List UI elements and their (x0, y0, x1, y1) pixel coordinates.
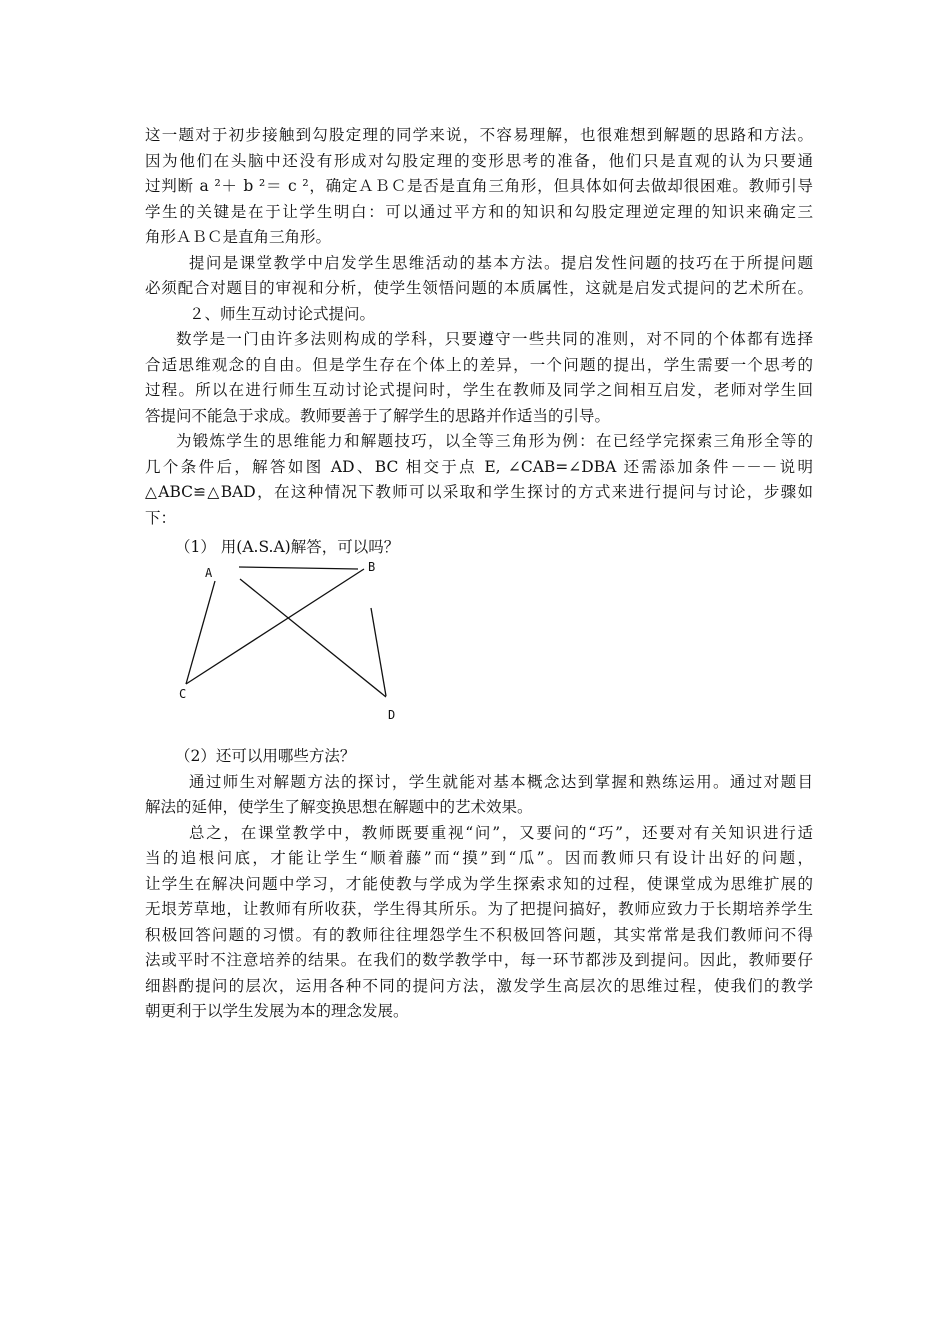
paragraph-line: 解法的延伸，使学生了解变换思想在解题中的艺术效果。 (145, 798, 533, 816)
point-label-a: A (205, 566, 213, 580)
paragraph-line: 总之，在课堂教学中，教师既要重视“问”，又要问的“巧”，还要对有关知识进行适 (189, 823, 813, 842)
paragraph-line: 为锻炼学生的思维能力和解题技巧，以全等三角形为例：在已经学完探索三角形全等的 (176, 432, 813, 450)
point-label-c: C (179, 687, 187, 701)
paragraph-line: 朝更利于以学生发展为本的理念发展。 (145, 1002, 409, 1020)
paragraph-line: 必须配合对题目的审视和分析，使学生领悟问题的本质属性，这就是启发式提问的艺术所在。 (145, 279, 813, 297)
paragraph-line: 因为他们在头脑中还没有形成对勾股定理的变形思考的准备，他们只是直观的认为只要通 (145, 151, 813, 170)
paragraph-line: 数学是一门由许多法则构成的学科，只要遵守一些共同的准则，对不同的个体都有选择 (176, 330, 813, 348)
segment-bd (371, 608, 386, 696)
paragraph-line: 几个条件后，解答如图 AD、BC 相交于点 E, ∠CAB=∠DBA 还需添加条件－－－说明 (145, 457, 813, 476)
paragraph-line: 这一题对于初步接触到勾股定理的同学来说，不容易理解，也很难想到解题的思路和方法。 (145, 126, 813, 144)
text-block-bottom (145, 744, 813, 1025)
step-one-line: （1） 用(A.S.A)解答，可以吗？ (175, 538, 400, 556)
paragraph-line: 积极回答问题的习惯。有的教师往往埋怨学生不积极回答问题，其实常常是我们教师问不得 (145, 925, 813, 944)
segment-cb (186, 569, 364, 684)
paragraph-line: 无垠芳草地，让教师有所收获，学生得其所乐。为了把提问搞好，教师应致力于长期培养学生 (145, 900, 813, 918)
paragraph-line: 法或平时不注意培养的结果。在我们的数学教学中，每一环节都涉及到提问。因此，教师要仔 (145, 951, 813, 969)
paragraph-line: 下： (145, 508, 177, 527)
paragraph-line: 提问是课堂教学中启发学生思维活动的基本方法。提启发性问题的技巧在于所提问题 (189, 253, 813, 272)
geometry-figure (170, 553, 410, 733)
section-heading: ２、师生互动讨论式提问。 (189, 304, 376, 323)
paragraph-line: 学生的关键是在于让学生明白：可以通过平方和的知识和勾股定理逆定理的知识来确定三 (145, 202, 813, 221)
paragraph-line: 让学生在解决问题中学习，才能使教与学成为学生探索求知的过程，使课堂成为思维扩展的 (145, 874, 813, 893)
paragraph-line: 过判断 a ²＋ b ²＝ c ²，确定ＡＢＣ是否是直角三角形，但具体如何去做却很困难。教师引导 (145, 177, 813, 195)
paragraph-line: 答提问不能急于求成。教师要善于了解学生的思路并作适当的引导。 (145, 406, 611, 425)
segment-ad (240, 579, 386, 697)
paragraph-line: 过程。所以在进行师生互动讨论式提问时，学生在教师及同学之间相互启发，老师对学生回 (145, 381, 813, 399)
paragraph-line: 通过师生对解题方法的探讨，学生就能对基本概念达到掌握和熟练运用。通过对题目 (189, 772, 813, 791)
step-two-line: （2）还可以用哪些方法？ (175, 747, 356, 765)
paragraph-line: 角形ＡＢＣ是直角三角形。 (145, 228, 332, 246)
paragraph-line: 当的追根问底，才能让学生“顺着藤”而“摸”到“瓜”。因而教师只有设计出好的问题， (145, 849, 813, 867)
paragraph-line: 细斟酌提问的层次，运用各种不同的提问方法，激发学生高层次的思维过程，使我们的教学 (145, 976, 813, 995)
point-label-b: B (368, 560, 376, 574)
text-block-top (145, 123, 813, 561)
paragraph-line: 合适思维观念的自由。但是学生存在个体上的差异，一个问题的提出，学生需要一个思考的 (145, 355, 813, 374)
triangle-diagram (170, 553, 410, 733)
point-label-d: D (388, 708, 396, 722)
segment-ab (239, 567, 358, 569)
paragraph-line: △ABC≌△BAD，在这种情况下教师可以采取和学生探讨的方式来进行提问与讨论，步骤如 (145, 483, 813, 501)
